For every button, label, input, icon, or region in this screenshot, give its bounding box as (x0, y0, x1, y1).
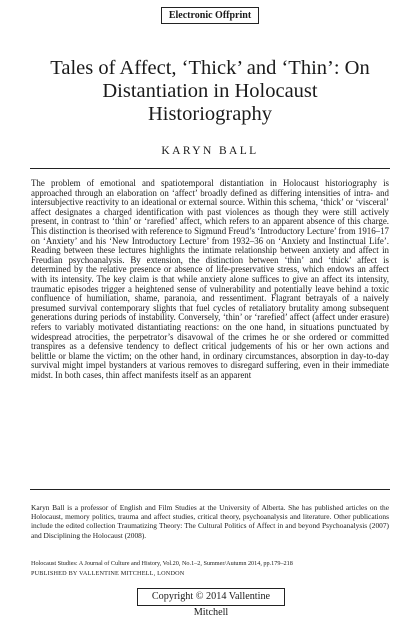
top-divider (30, 168, 390, 169)
article-title: Tales of Affect, ‘Thick’ and ‘Thin’: On Distantiation in Holocaust Historiography (50, 57, 370, 125)
electronic-offprint-label: Electronic Offprint (161, 7, 259, 24)
footnote-divider (30, 489, 390, 490)
author-bio: Karyn Ball is a professor of English and Film Studies at the University of Alberta. She has published articles on the Holocaust, memory politics, trauma and affect studies, critical theory, psychoanalysis and literature. Other publications include the edited collection Traumatizing Theory: The Cultural Politics of Affect in and beyond Psychoanalysis (2007) and Disciplining the Holocaust (2008). (31, 503, 389, 540)
publisher-line: PUBLISHED BY VALLENTINE MITCHELL, LONDON (31, 570, 185, 577)
journal-citation: Holocaust Studies: A Journal of Culture and History, Vol.20, No.1–2, Summer/Autumn 2014, pp.179–218 (31, 560, 293, 567)
copyright-notice: Copyright © 2014 Vallentine Mitchell (137, 588, 285, 606)
abstract-text: The problem of emotional and spatiotemporal distantiation in Holocaust historiography is approached through an elaboration on ‘affect’ broadly defined as differing intensities of intra- and intersubjective reactivity to an ideational or external source. Within this schema, ‘thick’ or ‘visceral’ affect designates a charged identification with past violences as though they were still actively present, in contrast to ‘thin’ or ‘rarefied’ affect, which refers to an apparent absence of this charge. This distinction is theorised with reference to Sigmund Freud’s ‘Introductory Lecture’ from 1916–17 on ‘Anxiety’ and his ‘New Introductory Lecture’ from 1932–36 on ‘Anxiety and Instinctual Life’. Reading between these lectures highlights the intimate relationship between anxiety and affect in Freudian psychoanalysis. By extension, the distinction between ‘thin’ and ‘thick’ affect is determined by the relative presence or absence of life-preservative stress, which endows an affect with its intensity. The key claim is that while anxiety alone suffices to give an affect its intensity, traumatic episodes trigger a heightened sense of vulnerability and potentially leave behind a toxic confluence of humiliation, shame, paranoia, and ressentiment. Flagrant betrayals of a naively presumed survival contemporary slights that fuel cycles of retaliatory brutality among subsequent generations during periods of instability. Conversely, ‘thin’ or ‘rarefied’ affect (affect under erasure) refers to variably motivated distantiating reactions: on the one hand, in situations punctuated by widespread atrocities, the perpetrator’s disavowal of the crimes he or she ordered or committed transpires as a defensive tendency to deflect critical judgements of his or her own actions and belittle or blame the victim; on the other hand, in ordinary circumstances, absorption in day-to-day survival might impel bystanders at various removes to disregard suffering, even in their immediate midst. In both cases, thin affect manifests itself as an apparent (31, 178, 389, 380)
author-name: KARYN BALL (161, 145, 259, 157)
